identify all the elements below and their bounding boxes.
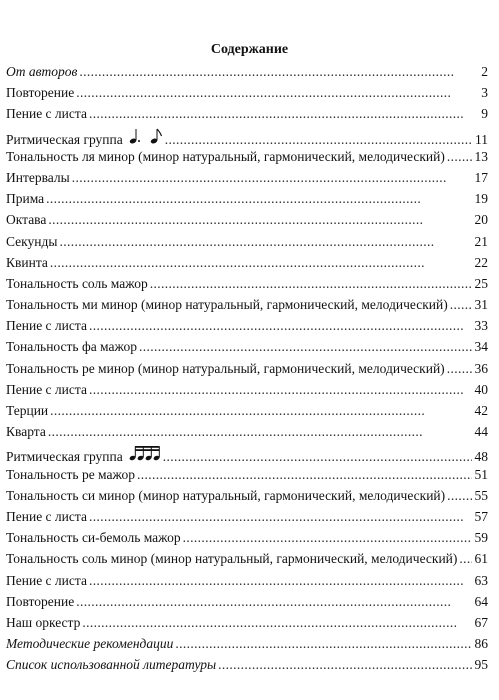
toc-page-number: 40 (474, 381, 488, 397)
toc-entry[interactable] (6, 530, 488, 551)
toc-entry-label (6, 615, 80, 631)
toc-page-number: 55 (474, 487, 488, 503)
toc-page-number: 13 (474, 148, 488, 164)
toc-entry-label (6, 424, 46, 440)
toc-entry[interactable] (6, 594, 488, 615)
toc-entry-label (6, 403, 48, 419)
toc-page-number: 63 (474, 572, 488, 588)
toc-entry-text: Квинта (6, 254, 48, 270)
toc-entry-label (6, 318, 87, 334)
toc-entry-label (6, 488, 445, 504)
toc-entry[interactable] (6, 573, 488, 594)
dot-leader (163, 449, 472, 465)
toc-page-number: 59 (474, 530, 488, 546)
toc-entry-text: От авторов (6, 64, 78, 79)
toc-entry[interactable] (6, 382, 488, 403)
toc-entry[interactable] (6, 255, 488, 276)
toc-entry-text: Тональность соль минор (минор натуральный, гармонический, мелодический) (6, 551, 458, 567)
toc-entry[interactable] (6, 64, 488, 85)
dot-leader (89, 382, 472, 398)
toc-entry-label (6, 128, 163, 148)
toc-entry[interactable] (6, 424, 488, 445)
toc-page-number: 67 (474, 614, 488, 630)
toc-entry-label (6, 149, 445, 165)
toc-page-number: 44 (474, 424, 488, 440)
toc-entry[interactable] (6, 297, 488, 318)
toc-entry-label (6, 573, 87, 589)
dot-leader (76, 85, 472, 101)
toc-entry-label (6, 509, 87, 525)
toc-entry-label (6, 212, 46, 228)
dotted-quarter-eighth-icon (129, 128, 163, 148)
toc-entry-label (6, 467, 135, 483)
toc-entry[interactable] (6, 615, 488, 636)
toc-entry-label (6, 255, 48, 271)
dot-leader (165, 132, 472, 148)
toc-entry-text: Кварта (6, 424, 46, 440)
toc-entry-label (6, 530, 181, 546)
toc-page-number: 19 (474, 191, 488, 207)
toc-entry-text: Пение с листа (6, 508, 87, 524)
toc-entry-text: Октава (6, 212, 47, 228)
toc-entry-text: Наш оркестр (6, 614, 81, 630)
dot-leader (89, 509, 472, 525)
dot-leader (72, 170, 472, 186)
toc-entry[interactable] (6, 234, 488, 255)
page-title: Содержание (210, 42, 289, 57)
toc-entry[interactable] (6, 467, 488, 488)
toc-entry-label (6, 636, 173, 652)
toc-entry-text: Повторение (6, 85, 75, 101)
dot-leader (183, 530, 472, 546)
toc-entry-text: Список использованной литературы (6, 657, 217, 673)
toc-entry-text: Интервалы (6, 169, 70, 185)
toc-entry-text: Тональность фа мажор (6, 339, 137, 355)
dot-leader (447, 361, 472, 377)
toc-entry[interactable] (6, 212, 488, 233)
dot-leader (48, 212, 472, 228)
toc-page-number: 2 (481, 64, 488, 79)
toc-page-number: 25 (474, 275, 488, 291)
toc-entry-text: Терции (6, 403, 49, 418)
toc-page-number: 42 (474, 403, 488, 418)
dot-leader (89, 106, 472, 122)
toc-page-number: 57 (474, 508, 488, 524)
toc-entry-label (6, 382, 87, 398)
toc-entry[interactable] (6, 657, 488, 678)
toc-page-number: 20 (474, 212, 488, 228)
toc-page-number: 9 (481, 106, 488, 122)
dot-leader (76, 594, 472, 610)
dot-leader (175, 636, 472, 652)
toc-page-number: 22 (474, 254, 488, 270)
toc-page-number: 31 (474, 297, 488, 313)
toc-page-number: 86 (474, 636, 488, 652)
toc-entry[interactable] (6, 361, 488, 382)
toc-entry-label (6, 64, 77, 80)
toc-entry-text: Тональность ми минор (минор натуральный, гармонический, мелодический) (6, 297, 448, 313)
four-sixteenths-icon (129, 445, 161, 465)
dot-leader (447, 488, 472, 504)
dot-leader (59, 234, 472, 250)
toc-entry-label (6, 551, 457, 567)
toc-entry-label (6, 191, 44, 207)
toc-entry[interactable] (6, 149, 488, 170)
toc-entry-text: Тональность ре минор (минор натуральный, гармонический, мелодический) (6, 360, 445, 376)
toc-entry[interactable] (6, 551, 488, 572)
toc-page-number: 33 (474, 318, 488, 334)
dot-leader (89, 318, 472, 334)
toc-entry-text: Ритмическая группа (6, 449, 123, 465)
toc-entry[interactable] (6, 106, 488, 127)
dot-leader (48, 424, 472, 440)
toc-page-number: 36 (474, 360, 488, 376)
toc-entry[interactable] (6, 488, 488, 509)
toc-entry-label (6, 361, 445, 377)
dot-leader (150, 276, 472, 292)
dot-leader (447, 149, 472, 165)
dot-leader (89, 573, 472, 589)
toc-entry[interactable] (6, 509, 488, 530)
toc-entry-text: Секунды (6, 233, 58, 249)
toc-entry-text: Прима (6, 191, 45, 207)
toc-page-number: 34 (474, 339, 488, 355)
toc-page-number: 64 (474, 593, 488, 609)
toc-entry-text: Пение с листа (6, 318, 87, 334)
dot-leader (137, 467, 472, 483)
toc-entry[interactable] (6, 445, 488, 466)
toc-entry[interactable] (6, 276, 488, 297)
toc-entry-label (6, 657, 216, 673)
dot-leader (139, 339, 472, 355)
toc-entry-label (6, 234, 57, 250)
toc-entry-text: Методические рекомендации (6, 636, 174, 652)
toc-entry[interactable] (6, 170, 488, 191)
dot-leader (50, 403, 472, 419)
dot-leader (79, 64, 472, 80)
toc-entry[interactable] (6, 191, 488, 212)
table-of-contents (6, 64, 488, 678)
toc-entry[interactable] (6, 85, 488, 106)
dot-leader (46, 191, 472, 207)
dot-leader (82, 615, 472, 631)
toc-page-number: 61 (474, 551, 488, 567)
toc-entry[interactable] (6, 403, 488, 424)
toc-page-number: 51 (474, 466, 488, 482)
dot-leader (459, 551, 472, 567)
toc-page-number: 21 (474, 233, 488, 249)
toc-page-number: 95 (474, 657, 488, 673)
toc-entry-text: Пение с листа (6, 381, 87, 397)
toc-entry-label (6, 106, 87, 122)
toc-entry-text: Пение с листа (6, 572, 87, 588)
toc-entry[interactable] (6, 128, 488, 149)
toc-entry-text: Тональность соль мажор (6, 275, 148, 291)
toc-entry[interactable] (6, 339, 488, 360)
toc-entry-label (6, 170, 70, 186)
toc-page-number: 3 (481, 85, 488, 101)
toc-entry-text: Тональность си-бемоль мажор (6, 530, 181, 546)
toc-entry-text: Тональность ля минор (минор натуральный, гармонический, мелодический) (6, 148, 445, 164)
toc-entry[interactable] (6, 636, 488, 657)
dot-leader (50, 255, 472, 271)
toc-entry-text: Пение с листа (6, 106, 87, 122)
toc-entry-label (6, 276, 148, 292)
toc-entry-label (6, 85, 74, 101)
toc-entry-label (6, 445, 161, 465)
dot-leader (218, 657, 472, 673)
toc-entry-text: Ритмическая группа (6, 131, 123, 147)
toc-entry[interactable] (6, 318, 488, 339)
toc-page-number: 48 (474, 449, 488, 465)
dot-leader (450, 297, 472, 313)
toc-entry-text: Тональность си минор (минор натуральный, гармонический, мелодический) (6, 487, 446, 503)
toc-entry-text: Повторение (6, 593, 75, 609)
toc-entry-label (6, 339, 137, 355)
toc-page-number: 11 (475, 131, 488, 147)
toc-entry-label (6, 297, 448, 313)
toc-entry-text: Тональность ре мажор (6, 466, 135, 482)
toc-entry-label (6, 594, 74, 610)
toc-page-number: 17 (474, 169, 488, 185)
